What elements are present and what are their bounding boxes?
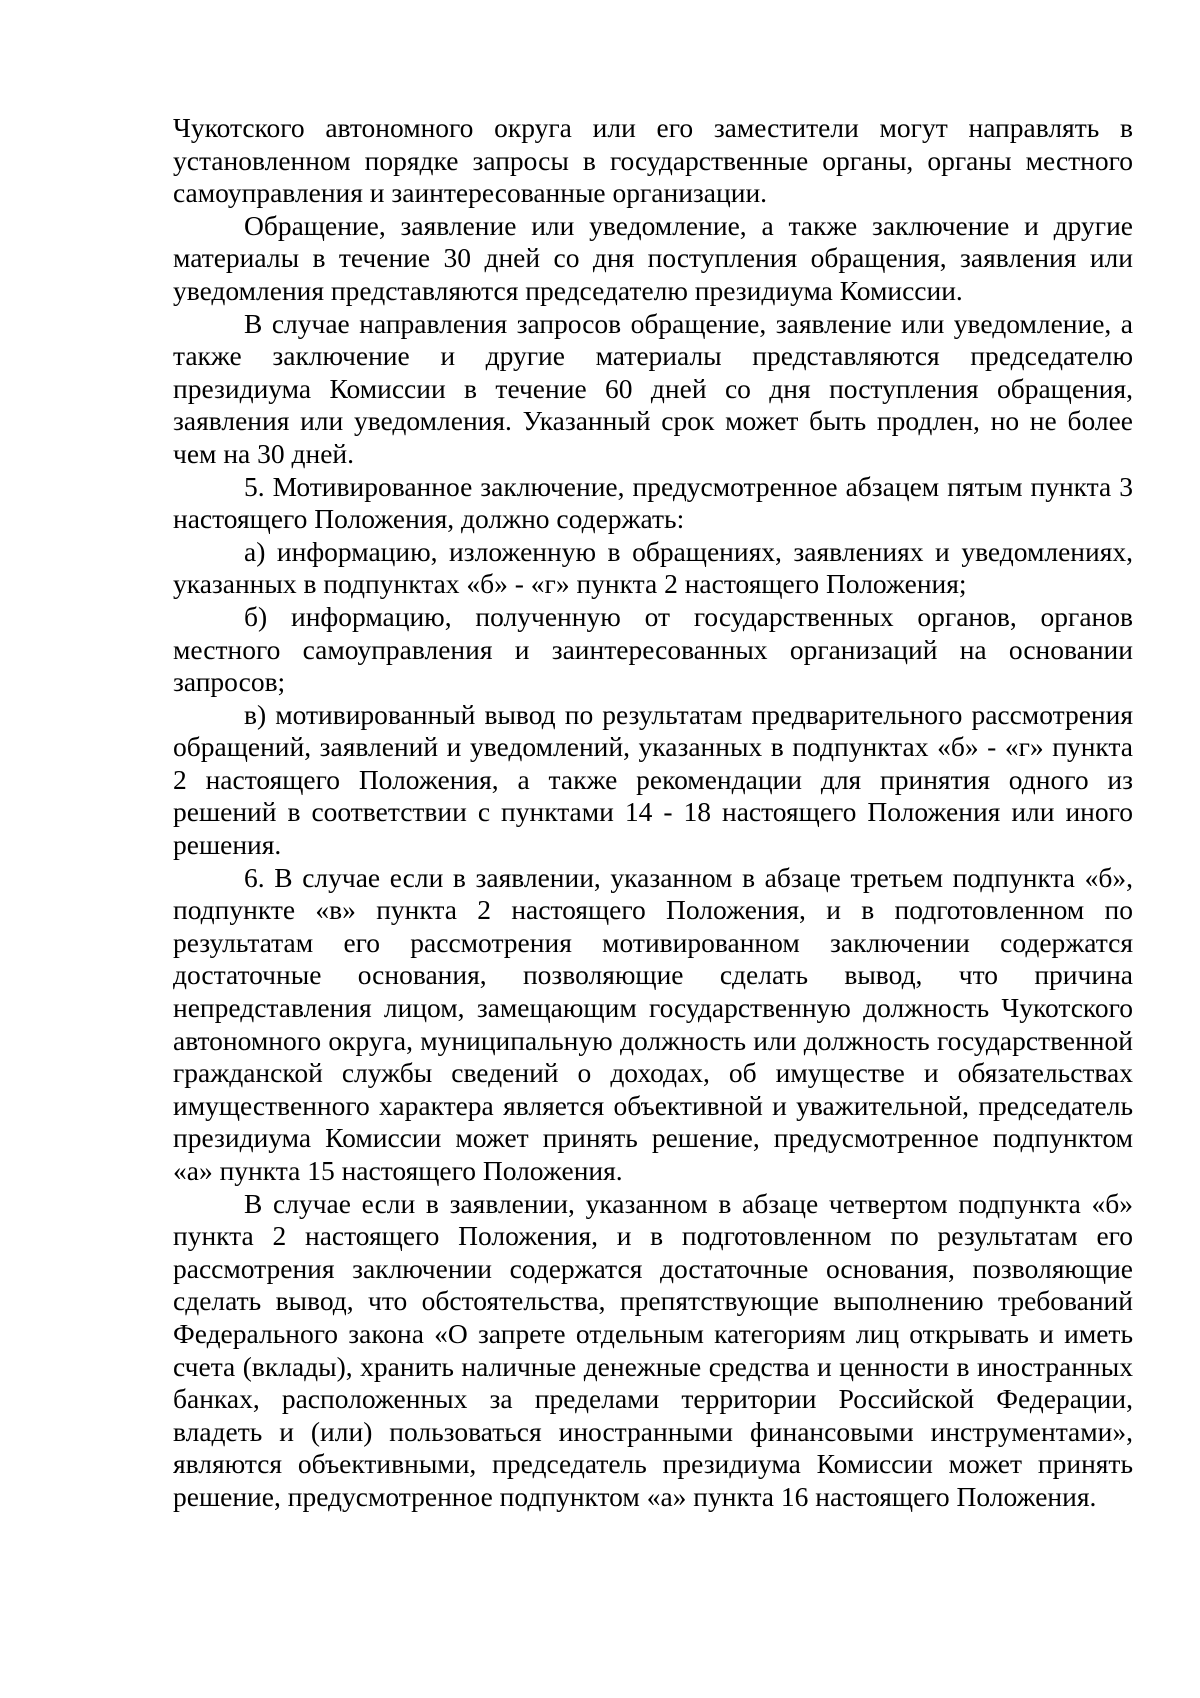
paragraph-60-days: В случае направления запросов обращение, заявление или уведомление, а также заключение и другие материалы представляются председателю президиума Комиссии в течение 60 дней со дня поступления обращения, заявления или уведомления. Указанный срок может быть продлен, но не более чем на 30 дней. <box>173 307 1133 469</box>
paragraph-subitem-a: а) информацию, изложенную в обращениях, заявлениях и уведомлениях, указанных в подпунктах «б» - «г» пункта 2 настоящего Положения; <box>173 535 1133 600</box>
paragraph-item-6: 6. В случае если в заявлении, указанном в абзаце третьем подпункта «б», подпункте «в» пункта 2 настоящего Положения, и в подготовленном по результатам его рассмотрения мотивированном заключении содержатся достаточные основания, позволяющие сделать вывод, что причина непредставления лицом, замещающим государственную должность Чукотского автономного округа, муниципальную должность или должность государственной гражданской службы сведений о доходах, об имуществе и обязательствах имущественного характера является объективной и уважительной, председатель президиума Комиссии может принять решение, предусмотренное подпунктом «а» пункта 15 настоящего Положения. <box>173 861 1133 1186</box>
paragraph-30-days: Обращение, заявление или уведомление, а также заключение и другие материалы в течение 30 дней со дня поступления обращения, заявления или уведомления представляются председателю президиума Комиссии. <box>173 209 1133 306</box>
document-page <box>173 112 1133 1514</box>
paragraph-subitem-v: в) мотивированный вывод по результатам предварительного рассмотрения обращений, заявлений и уведомлений, указанных в подпунктах «б» - «г» пункта 2 настоящего Положения, а также рекомендации для принятия одного из решений в соответствии с пунктами 14 - 18 настоящего Положения или иного решения. <box>173 698 1133 861</box>
paragraph-item-6-second: В случае если в заявлении, указанном в абзаце четвертом подпункта «б» пункта 2 настоящего Положения, и в подготовленном по результатам его рассмотрения заключении содержатся достаточные основания, позволяющие сделать вывод, что обстоятельства, препятствующие выполнению требований Федерального закона «О запрете отдельным категориям лиц открывать и иметь счета (вклады), хранить наличные денежные средства и ценности в иностранных банках, расположенных за пределами территории Российской Федерации, владеть и (или) пользоваться иностранными финансовыми инструментами», являются объективными, председатель президиума Комиссии может принять решение, предусмотренное подпунктом «а» пункта 16 настоящего Положения. <box>173 1187 1133 1512</box>
paragraph-requests: Чукотского автономного округа или его заместители могут направлять в установленном порядке запросы в государственные органы, органы местного самоуправления и заинтересованные организации. <box>173 112 1133 209</box>
paragraph-subitem-b: б) информацию, полученную от государственных органов, органов местного самоуправления и заинтересованных организаций на основании запросов; <box>173 600 1133 698</box>
paragraph-item-5: 5. Мотивированное заключение, предусмотренное абзацем пятым пункта 3 настоящего Положения, должно содержать: <box>173 470 1133 535</box>
